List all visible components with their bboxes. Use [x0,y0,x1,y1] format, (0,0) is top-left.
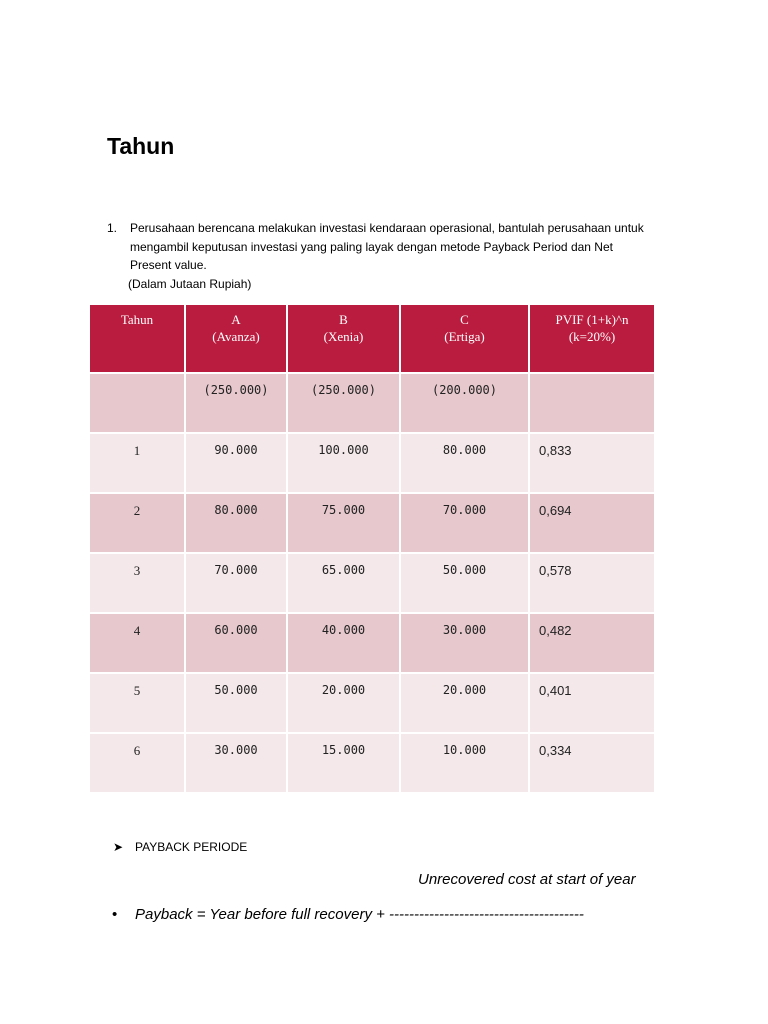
problem-number: 1. [107,221,118,235]
header-a: A (Avanza) [185,305,287,373]
cell-year [90,373,185,433]
cell-b: 20.000 [287,673,400,733]
formula-numerator-caption: Unrecovered cost at start of year [418,871,636,888]
problem-line-1: Perusahaan berencana melakukan investasi kendaraan operasional, bantulah perusahaan untuk [130,221,644,235]
payback-formula-text: Payback = Year before full recovery + --------------------------------------- [135,906,584,923]
cell-year: 2 [90,493,185,553]
table-row [90,613,654,673]
cell-a: 80.000 [185,493,287,553]
payback-heading-label: PAYBACK PERIODE [135,840,248,854]
cell-pvif [529,373,654,433]
cell-a: 90.000 [185,433,287,493]
header-pvif: PVIF (1+k)^n (k=20%) [529,305,654,373]
problem-line-2: mengambil keputusan investasi yang paling layak dengan metode Payback Period dan Net [130,239,613,254]
cell-c: 70.000 [400,493,529,553]
cell-a: 30.000 [185,733,287,793]
cell-c: (200.000) [400,373,529,433]
cell-a: 60.000 [185,613,287,673]
cell-year: 6 [90,733,185,793]
investment-table [90,305,654,794]
problem-line-3: Present value. [130,258,207,272]
cell-year: 3 [90,553,185,613]
cell-year: 5 [90,673,185,733]
cell-b: (250.000) [287,373,400,433]
cell-b: 15.000 [287,733,400,793]
cell-c: 20.000 [400,673,529,733]
cell-c: 10.000 [400,733,529,793]
table-row [90,553,654,613]
header-c: C (Ertiga) [400,305,529,373]
table-row [90,733,654,793]
problem-statement [107,219,677,293]
table-row [90,493,654,553]
unit-note: (Dalam Jutaan Rupiah) [128,276,252,291]
payback-formula [112,906,584,923]
cell-a: 50.000 [185,673,287,733]
cell-b: 65.000 [287,553,400,613]
arrowhead-bullet-icon: ➤ [113,840,124,854]
cell-pvif: 0,694 [529,493,654,553]
dot-bullet-icon: • [112,906,118,923]
cell-year: 4 [90,613,185,673]
cell-pvif: 0,334 [529,733,654,793]
cell-pvif: 0,482 [529,613,654,673]
cell-c: 30.000 [400,613,529,673]
table-row [90,673,654,733]
table-header-row [90,305,654,373]
header-b: B (Xenia) [287,305,400,373]
table-row [90,373,654,433]
table-row [90,433,654,493]
cell-year: 1 [90,433,185,493]
cell-a: (250.000) [185,373,287,433]
header-tahun: Tahun [90,305,185,373]
payback-heading [113,840,247,854]
cell-c: 50.000 [400,553,529,613]
cell-pvif: 0,833 [529,433,654,493]
cell-b: 100.000 [287,433,400,493]
cell-c: 80.000 [400,433,529,493]
cell-pvif: 0,578 [529,553,654,613]
cell-b: 75.000 [287,493,400,553]
cell-a: 70.000 [185,553,287,613]
cell-pvif: 0,401 [529,673,654,733]
page-title: Tahun [107,133,175,159]
cell-b: 40.000 [287,613,400,673]
